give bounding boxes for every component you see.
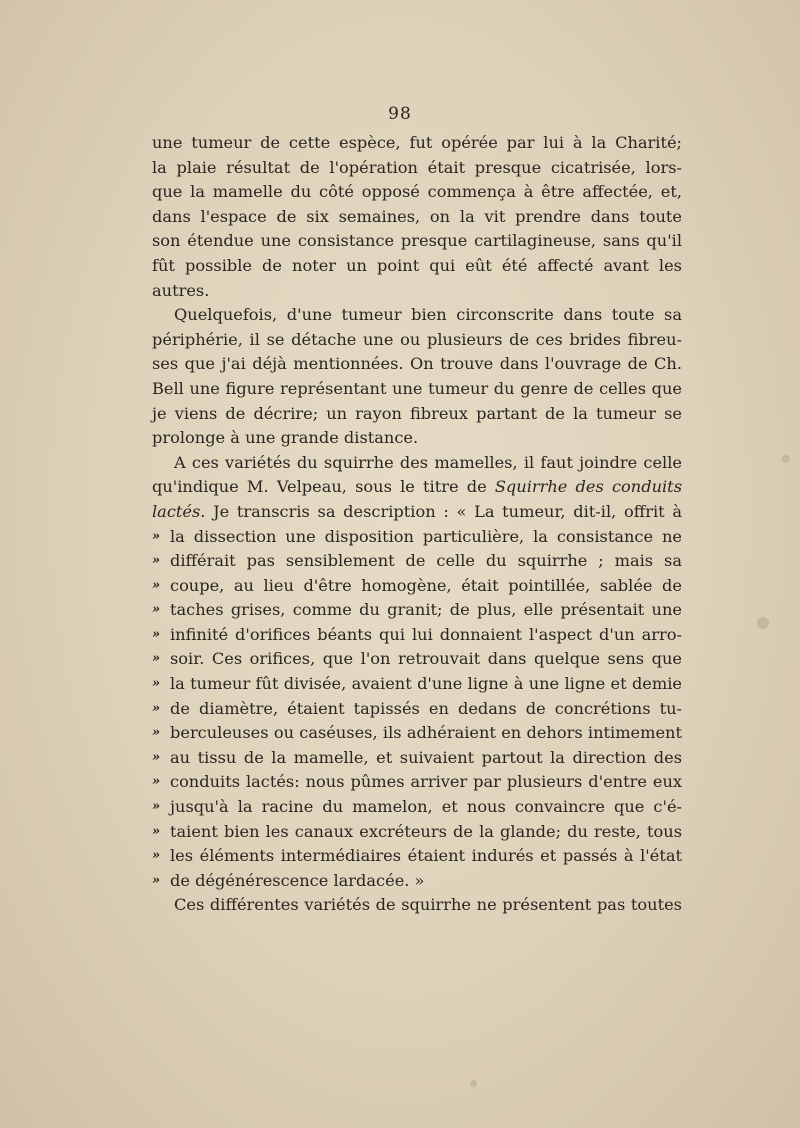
quoted-text: la tumeur fût divisée, avaient d'une ligne à une ligne et demie xyxy=(170,674,682,694)
quoted-line xyxy=(152,623,682,648)
quoted-text: différait pas sensiblement de celle du squirrhe ; mais sa xyxy=(170,551,682,571)
quoted-text: de diamètre, étaient tapissés en dedans de concrétions tu- xyxy=(170,698,682,718)
quote-mark: » xyxy=(152,799,161,815)
quoted-line xyxy=(152,672,682,697)
text-line: ses que j'ai déjà mentionnées. On trouve dans l'ouvrage de Ch. xyxy=(152,354,682,374)
quote-mark: » xyxy=(152,602,161,618)
quote-mark: » xyxy=(152,676,161,692)
text-line: je viens de décrire; un rayon fibreux partant de la tumeur se xyxy=(152,403,682,423)
quote-mark: » xyxy=(152,626,161,642)
quote-mark: » xyxy=(152,749,161,765)
italic-title: Squirrhe des conduits xyxy=(494,477,682,497)
quote-mark: » xyxy=(152,700,161,716)
quoted-text: coupe, au lieu d'être homogène, était pointillée, sablée de xyxy=(170,575,682,595)
quote-mark: » xyxy=(152,577,161,593)
quoted-line xyxy=(152,549,682,574)
paper-stain xyxy=(782,455,790,463)
quoted-line xyxy=(152,795,682,820)
quoted-line xyxy=(152,647,682,672)
quoted-line xyxy=(152,721,682,746)
quoted-line xyxy=(152,746,682,771)
text-line: périphérie, il se détache une ou plusieurs de ces brides fibreu- xyxy=(152,329,682,349)
text-line: une tumeur de cette espèce, fut opérée par lui à la Charité; xyxy=(152,133,682,152)
paragraph-start: Quelquefois, d'une tumeur bien circonscrite dans toute sa xyxy=(174,305,682,325)
text-line: dans l'espace de six semaines, on la vit prendre dans toute xyxy=(152,206,682,226)
quote-mark: » xyxy=(152,848,161,864)
text-run: . Je transcris sa description : « La tumeur, dit-il, offrit à xyxy=(200,501,682,521)
quote-mark: » xyxy=(152,528,161,544)
italic-title: lactés xyxy=(152,501,201,521)
quote-mark: » xyxy=(152,823,161,839)
paragraph-start: Ces différentes variétés de squirrhe ne présentent pas toutes xyxy=(174,895,682,915)
quoted-line xyxy=(152,574,682,599)
quoted-text: jusqu'à la racine du mamelon, et nous convaincre que c'é- xyxy=(170,797,682,817)
text-line: la plaie résultat de l'opération était presque cicatrisée, lors- xyxy=(152,157,682,177)
quoted-text: conduits lactés: nous pûmes arriver par plusieurs d'entre eux xyxy=(170,772,682,792)
quoted-line xyxy=(152,598,682,623)
quoted-text: infinité d'orifices béants qui lui donnaient l'aspect d'un arro- xyxy=(170,624,682,644)
text-line: prolonge à une grande distance. xyxy=(152,428,419,448)
quote-mark: » xyxy=(152,553,161,569)
quote-mark: » xyxy=(152,872,161,888)
quoted-text: taient bien les canaux excréteurs de la glande; du reste, tous xyxy=(170,821,682,841)
quoted-text: soir. Ces orifices, que l'on retrouvait dans quelque sens que xyxy=(170,649,682,669)
quoted-line xyxy=(152,525,682,550)
quoted-text: la dissection une disposition particulière, la consistance ne xyxy=(170,526,682,546)
quote-mark: » xyxy=(152,651,161,667)
quoted-line xyxy=(152,770,682,795)
quoted-line xyxy=(152,844,682,869)
quoted-text: berculeuses ou caséuses, ils adhéraient en dehors intimement xyxy=(170,723,682,743)
quoted-line xyxy=(152,820,682,845)
text-line: Bell une figure représentant une tumeur du genre de celles que xyxy=(152,378,682,398)
text-line: autres. xyxy=(152,280,210,300)
quoted-text: taches grises, comme du granit; de plus, elle présentait une xyxy=(170,600,682,620)
text-line: que la mamelle du côté opposé commença à être affectée, et, xyxy=(152,182,682,202)
quoted-text: de dégénérescence lardacée. » xyxy=(170,870,425,890)
paper-stain xyxy=(757,617,769,629)
quoted-text: au tissu de la mamelle, et suivaient partout la direction des xyxy=(170,747,682,767)
quote-mark: » xyxy=(152,774,161,790)
paragraph-start: A ces variétés du squirrhe des mamelles, il faut joindre celle xyxy=(174,452,682,472)
quoted-text: les éléments intermédiaires étaient indurés et passés à l'état xyxy=(170,846,682,866)
quoted-line xyxy=(152,869,682,894)
body-text xyxy=(152,131,682,918)
text-line: son étendue une consistance presque cartilagineuse, sans qu'il xyxy=(152,231,682,251)
text-run: qu'indique M. Velpeau, sous le titre de xyxy=(152,477,495,497)
paper-stain xyxy=(470,1080,477,1087)
quoted-line xyxy=(152,697,682,722)
text-line: fût possible de noter un point qui eût été affecté avant les xyxy=(152,255,682,275)
text-line xyxy=(152,475,682,500)
quote-mark: » xyxy=(152,725,161,741)
page-number: 98 xyxy=(388,104,412,124)
text-line xyxy=(152,500,682,525)
